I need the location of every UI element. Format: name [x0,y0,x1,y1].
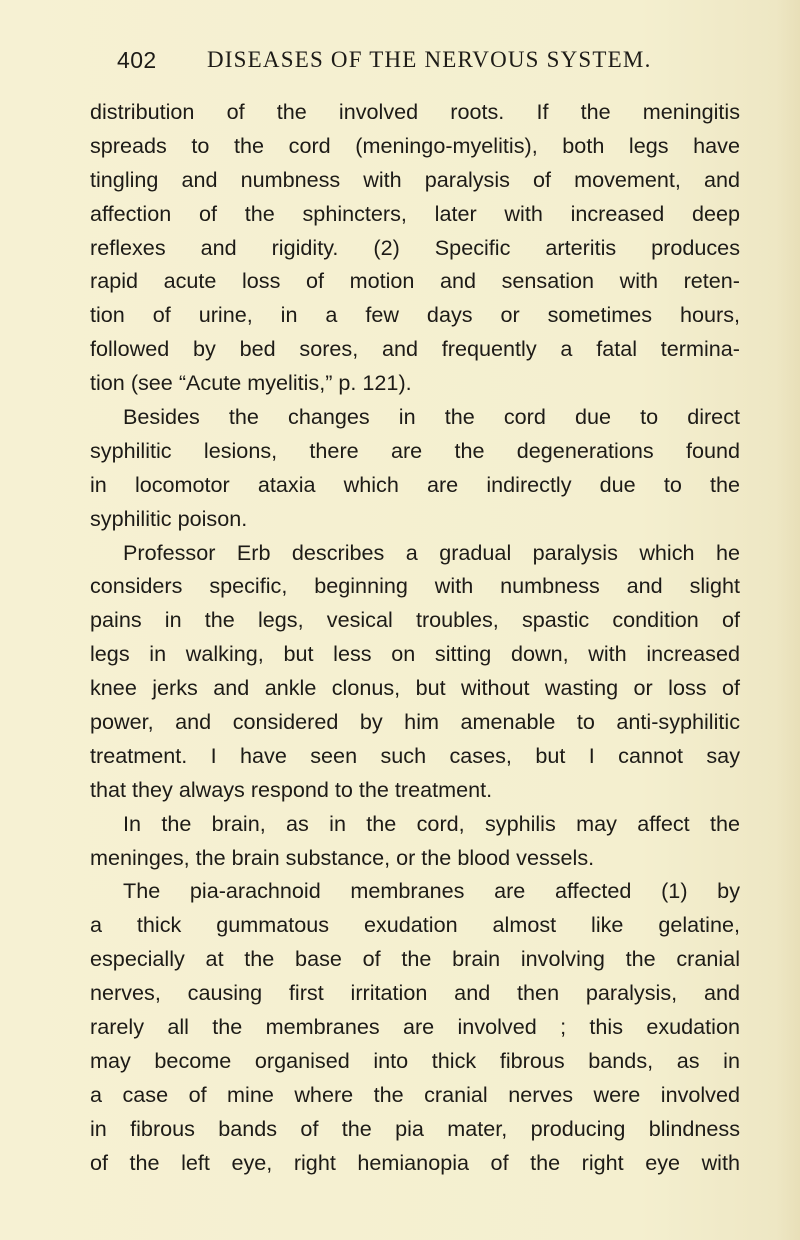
text-line: legs in walking, but less on sitting down, with increased [90,641,740,667]
text-line: nerves, causing first irritation and then paralysis, and [90,980,740,1006]
text-line: meninges, the brain substance, or the blood vessels. [90,844,595,870]
text-line: syphilitic lesions, there are the degenerations found [90,437,740,463]
text-line: in locomotor ataxia which are indirectly due to the [90,471,740,497]
text-line: knee jerks and ankle clonus, but without wasting or loss of [90,675,740,701]
page-number: 402 [117,47,157,73]
text-line: distribution of the involved roots. If the meningitis [90,99,740,124]
text-line: Besides the changes in the cord due to direct [123,404,740,430]
text-line: power, and considered by him amenable to anti-syphilitic [90,709,740,735]
text-line: that they always respond to the treatment. [90,776,493,802]
page-header [117,47,677,77]
text-line: syphilitic poison. [90,505,248,531]
text-line: Professor Erb describes a gradual paralysis which he [123,539,740,565]
text-line: tingling and numbness with paralysis of movement, and [90,166,740,192]
text-line: in fibrous bands of the pia mater, producing blindness [90,1115,740,1141]
text-line: a thick gummatous exudation almost like gelatine, [90,912,740,938]
text-line: especially at the base of the brain involving the cranial [90,946,740,972]
text-line: affection of the sphincters, later with increased deep [90,200,740,226]
text-line: pains in the legs, vesical troubles, spastic condition of [90,607,740,633]
text-line: of the left eye, right hemianopia of the right eye with [90,1149,740,1175]
text-line: spreads to the cord (meningo-myelitis), both legs have [90,132,740,158]
text-line: rarely all the membranes are involved ; this exudation [90,1014,740,1040]
text-line: may become organised into thick fibrous bands, as in [90,1047,740,1073]
text-line: reflexes and rigidity. (2) Specific arteritis produces [90,234,740,260]
running-title: DISEASES OF THE NERVOUS SYSTEM. [207,47,652,72]
text-line: In the brain, as in the cord, syphilis may affect the [123,810,740,836]
text-line: tion of urine, in a few days or sometimes hours, [90,302,740,328]
text-line: a case of mine where the cranial nerves were involved [90,1081,740,1107]
body-text [90,95,740,1180]
text-line: treatment. I have seen such cases, but I cannot say [90,742,740,768]
text-line: followed by bed sores, and frequently a fatal termina- [90,336,740,362]
text-line: considers specific, beginning with numbness and slight [90,573,740,599]
text-line: tion (see “Acute myelitis,” p. 121). [90,370,412,396]
text-line: The pia-arachnoid membranes are affected (1) by [123,878,740,904]
text-line: rapid acute loss of motion and sensation with reten- [90,268,740,294]
